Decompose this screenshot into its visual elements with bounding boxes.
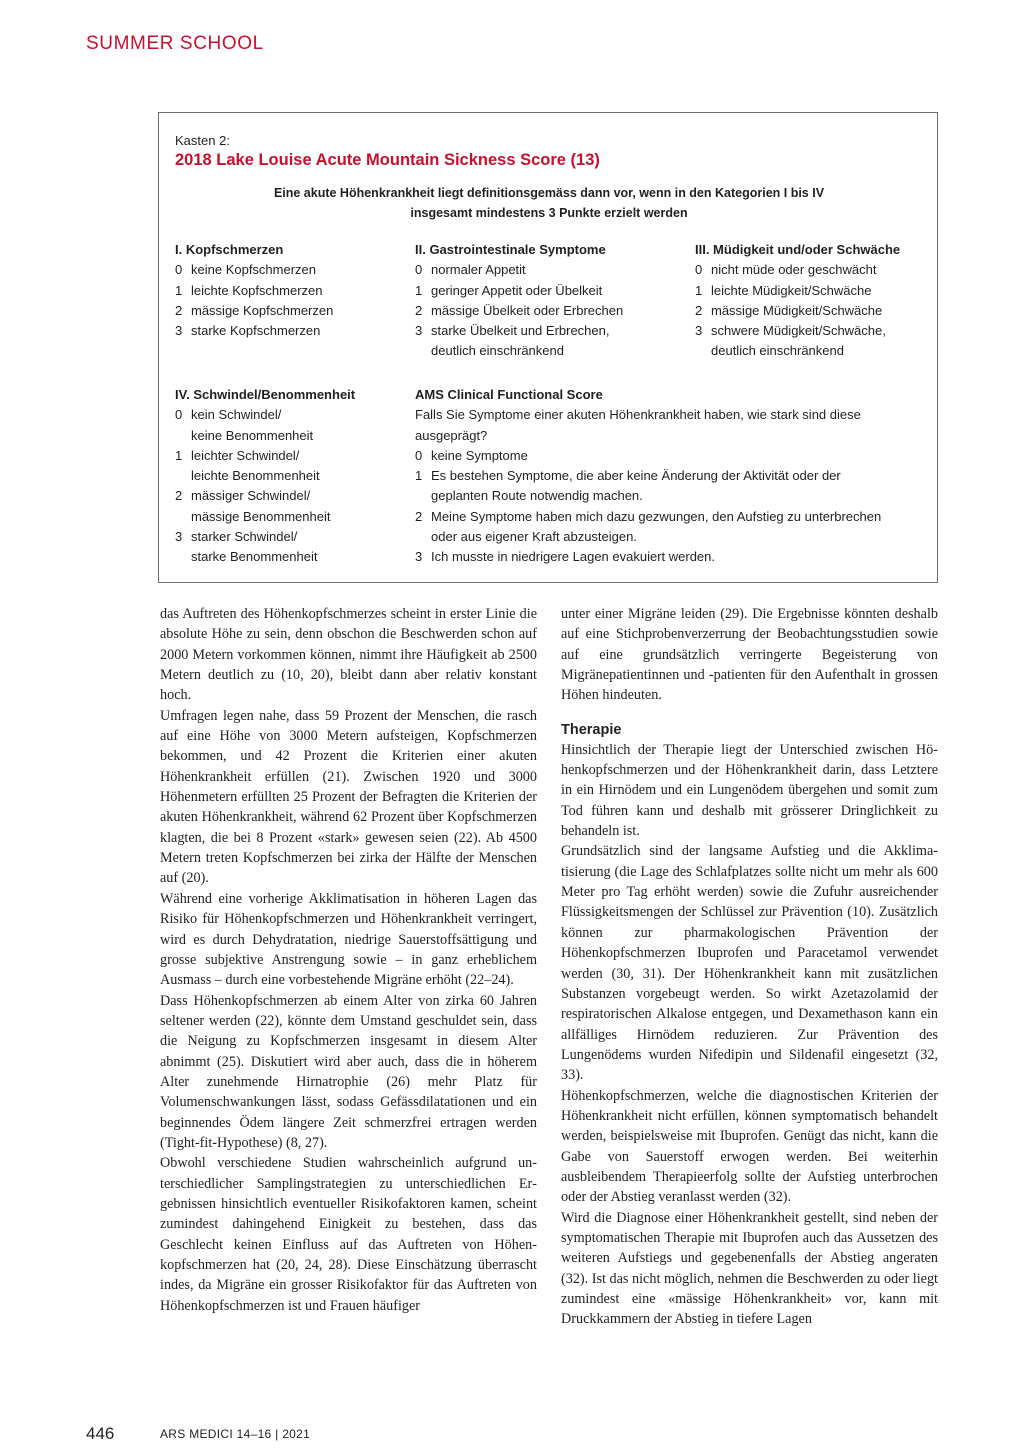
body-column-right <box>561 604 938 1330</box>
journal-reference: ARS MEDICI 14–16 | 2021 <box>160 1427 311 1441</box>
category-heading: IV. Schwindel/Benommenheit <box>175 387 356 402</box>
score-item: 0 kein Schwindel/ <box>175 407 282 423</box>
score-item-continuation: starke Benommenheit <box>191 549 318 565</box>
ams-intro: ausgeprägt? <box>415 427 488 443</box>
box-lead-line: insgesamt mindestens 3 Punkte erzielt werden <box>410 206 688 220</box>
info-box <box>158 112 938 583</box>
score-item: 1 geringer Appetit oder Übelkeit <box>415 282 603 298</box>
score-item-continuation: geplanten Route notwendig machen. <box>431 488 643 504</box>
box-lead <box>219 183 879 223</box>
paragraph: Während eine vorherige Akklimatisation in höheren Lagen das Risiko für Höhenkopfschmerzen und Höhenkrankheit verringert, wird es durch Dehydratation, niedrige Sauerstoffsättigung und grosse subjektive Anstrengung sowie – in ganz erheblichem Ausmass – durch eine vorbestehende Migräne erhöht (22–24). <box>160 890 537 989</box>
ams-functional-score <box>415 385 925 568</box>
section-label: SUMMER SCHOOL <box>86 33 264 54</box>
score-item: 0 keine Kopfschmerzen <box>175 262 317 278</box>
paragraph: unter einer Migräne leiden (29). Die Ergebnisse könnten deshalb auf eine Stichprobenverzerrung der Beobachtungsstudien sowie auf eine grundsätzlich verringerte Begeisterung von Migränepatientinnen und -patienten für den Aufenthalt in grossen Höhen hindeuten. <box>561 606 938 704</box>
category-headache <box>175 240 405 341</box>
category-gastro <box>415 240 685 362</box>
score-item: 0 nicht müde oder geschwächt <box>695 262 877 278</box>
score-item: 2 mässige Übelkeit oder Erbrechen <box>415 302 624 318</box>
box-title: 2018 Lake Louise Acute Mountain Sickness Score (13) <box>175 151 600 169</box>
score-item: 2 Meine Symptome haben mich dazu gezwungen, den Aufstieg zu unterbrechen <box>415 508 882 524</box>
box-kicker: Kasten 2: <box>175 133 230 148</box>
score-item: 0 keine Symptome <box>415 447 528 463</box>
score-item-continuation: oder aus eigener Kraft abzusteigen. <box>431 529 637 545</box>
body-column-left <box>160 604 537 1316</box>
score-item: 3 starke Übelkeit und Erbrechen, <box>415 323 610 339</box>
score-item: 3 starke Kopfschmerzen <box>175 323 321 339</box>
category-fatigue <box>695 240 935 362</box>
score-item-continuation: leichte Benommenheit <box>191 468 320 484</box>
section-heading-therapy: Therapie <box>561 721 622 738</box>
paragraph: Dass Höhenkopfschmerzen ab einem Alter von zirka 60 Jahren seltener werden (22), könnte dem Umstand geschuldet sein, dass die Neigung zu Kopfschmerzen insgesamt in diesem Alter abnimmt (25). Diskutiert wird aber auch, dass die in höherem Alter zunehmende Hirnatrophie (26) mehr Platz für Volumenschwankungen lässt, sodass Gefässdilatationen und ein beginnendes Ödem längere Zeit schmerzfrei ertragen werden (Tight-fit-Hypothese) (8, 27). <box>160 992 537 1151</box>
paragraph: Höhenkopfschmerzen, welche die diagnostischen Kriterien der Höhenkrankheit nicht erfüllen, können symptomatisch behandelt werden, beispielsweise mit Ibuprofen. Genügt das nicht, kann die Gabe von Sauerstoff erwogen werden. Bei weiterhin ausbleibendem Therapieerfolg sollte der Aufstieg unterbrochen oder der Abstieg veranlasst werden (32). <box>561 1087 938 1206</box>
score-item-continuation: keine Benommenheit <box>191 427 314 443</box>
paragraph: Umfragen legen nahe, dass 59 Prozent der Menschen, die rasch auf eine Höhe von 3000 Metern aufsteigen, Kopfschmerzen bekommen, und 42 Prozent die Kriterien einer akuten Höhenkrankheit erfüllen (21). Zwischen 1920 und 3000 Höhenmetern erfüllten 25 Prozent der Befragten die Kriterien der akuten Höhenkrankheit, während 62 Prozent über Kopfschmerzen klagten, die bei 8 Prozent «stark» gewesen seien (22). Ab 4500 Metern treten Kopfschmerzen bei zirka der Hälfte der Menschen auf (20). <box>160 707 537 887</box>
score-item-continuation: deutlich einschränkend <box>431 343 564 359</box>
score-item-continuation: deutlich einschränkend <box>711 343 844 359</box>
paragraph: Obwohl verschiedene Studien wahrscheinlich aufgrund unterschiedlicher Samplingstrategien zu unterschiedlichen Ergebnissen hinsichtlich eventueller Risikofaktoren kamen, scheint zumindest dahingehend Einigkeit zu bestehen, dass das Geschlecht keinen Einfluss auf das Auftreten von Höhenkopfschmerzen hat (20, 24, 28). Diese Einschätzung überrascht indes, da Migräne ein grosser Risikofaktor für das Auftreten von Höhenkopfschmerzen ist und Frauen häufiger <box>160 1155 537 1314</box>
paragraph: das Auftreten des Höhenkopfschmerzes scheint in erster Linie die absolute Höhe zu sein, denn obschon die Beschwerden schon auf 2000 Metern vorkommen können, nimmt ihre Häufigkeit ab 2500 Metern deutlich zu (10, 20), bleibt dann aber relativ konstant hoch. <box>160 606 537 704</box>
ams-intro: Falls Sie Symptome einer akuten Höhenkrankheit haben, wie stark sind diese <box>415 407 861 423</box>
box-lead-line: Eine akute Höhenkrankheit liegt definitionsgemäss dann vor, wenn in den Kategorien I bis IV <box>273 186 825 200</box>
score-item: 1 leichte Kopfschmerzen <box>175 282 323 298</box>
paragraph: Grundsätzlich sind der langsame Aufstieg und die Akklimatisierung (die Lage des Schlafplatzes sollte nicht um mehr als 600 Meter pro Tag erhöht werden) sowie die Zufuhr ausreichender Flüssigkeitsmengen der Schlüssel zur Prävention (10). Zusätzlich können zur pharmakologischen Prävention der Höhenkopfschmerzen Ibuprofen und Paracetamol verwendet werden (30, 31). Der Höhenkrankheit kann mit zusätzlichen Substanzen vorgebeugt werden. So wirkt Azetazolamid der respiratorischen Alkalose entgegen, und Dexamethason kann ein allfälliges Hirnödem reduzieren. Zur Prävention des Lungenödems wurden Nifedipin und Sildenafil eingesetzt (32, 33). <box>561 843 938 1084</box>
paragraph: Wird die Diagnose einer Höhenkrankheit gestellt, sind neben der symptomatischen Therapie mit Ibuprofen auch das Aussetzen des weiteren Aufstiegs und gegebenenfalls der Abstieg angeraten (32). Ist das nicht möglich, nehmen die Beschwerden zu oder liegt zumindest eine «mässige Höhenkrankheit» vor, kann mit Druckkammern der Abstieg in tiefere Lagen <box>561 1209 938 1328</box>
category-heading: II. Gastrointestinale Symptome <box>415 242 606 257</box>
paragraph: Hinsichtlich der Therapie liegt der Unterschied zwischen Höhenkopfschmerzen und der Höhenkrankheit darin, dass Letztere in ein Hirnödem und ein Lungenödem übergehen und somit zum Tod führen kann und deshalb mit grösserer Dringlichkeit zu behandeln ist. <box>561 741 938 840</box>
category-heading: AMS Clinical Functional Score <box>415 387 603 402</box>
score-item: 1 leichter Schwindel/ <box>175 447 300 463</box>
score-item: 2 mässige Müdigkeit/Schwäche <box>695 302 883 318</box>
score-item: 0 normaler Appetit <box>415 262 526 278</box>
page-number: 446 <box>86 1424 115 1443</box>
score-item: 2 mässiger Schwindel/ <box>175 488 311 504</box>
category-heading: I. Kopfschmerzen <box>175 242 284 257</box>
category-heading: III. Müdigkeit und/oder Schwäche <box>695 242 901 257</box>
score-item: 3 starker Schwindel/ <box>175 529 298 545</box>
category-dizziness <box>175 385 405 568</box>
score-item: 2 mässige Kopfschmerzen <box>175 302 334 318</box>
score-item-continuation: mässige Benommenheit <box>191 508 331 524</box>
score-item: 1 Es bestehen Symptome, die aber keine Änderung der Aktivität oder der <box>415 468 841 484</box>
score-item: 3 schwere Müdigkeit/Schwäche, <box>695 323 886 339</box>
score-item: 1 leichte Müdigkeit/Schwäche <box>695 282 872 298</box>
score-item: 3 Ich musste in niedrigere Lagen evakuiert werden. <box>415 549 715 565</box>
